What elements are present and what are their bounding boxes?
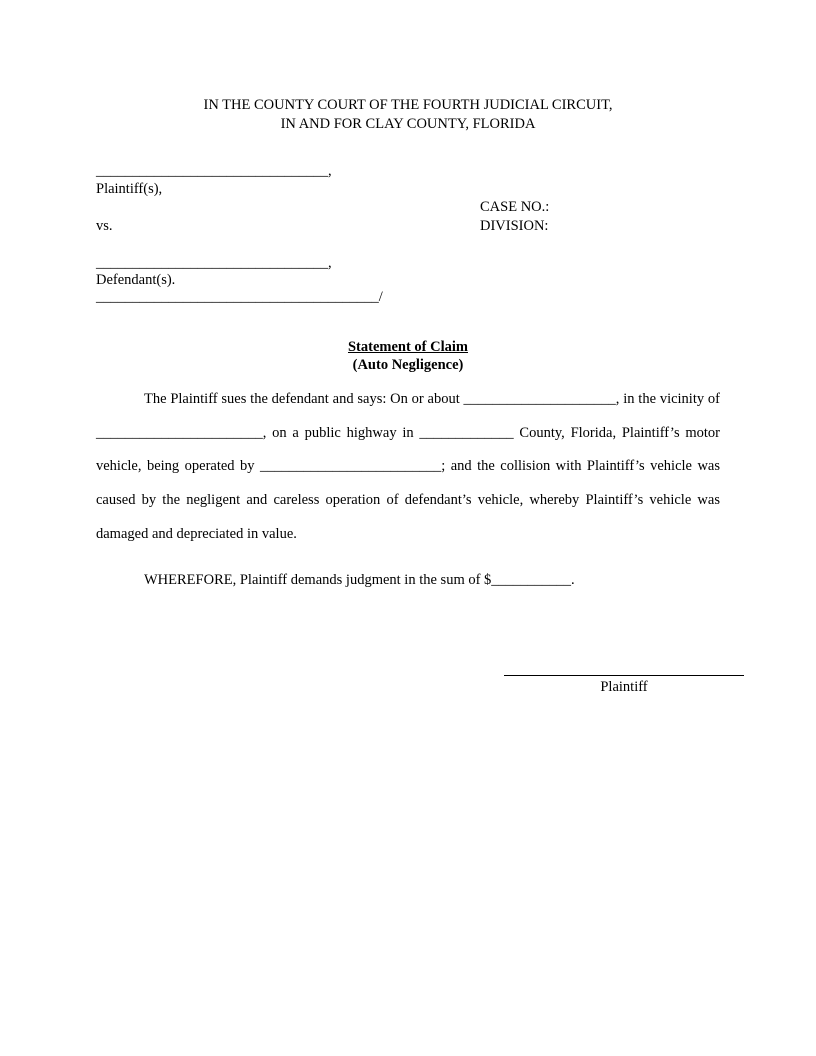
caption-closing-line: _______________________________________/ bbox=[96, 289, 383, 305]
claim-paragraph: The Plaintiff sues the defendant and says: On or about _____________________, in the vicinity of _______________________, on a public highway in _____________ County, Florida, Plaintiff’s motor vehicle, being operated by _________________________; and the collision with Plaintiff’s vehicle was caused by the negligent and careless operation of defendant’s vehicle, whereby Plaintiff’s vehicle was damaged and depreciated in value. bbox=[96, 391, 720, 542]
case-number-label: CASE NO.: bbox=[480, 199, 550, 215]
division-label: DIVISION: bbox=[480, 218, 549, 234]
signature-label: Plaintiff bbox=[600, 679, 648, 695]
defendant-name-blank: ________________________________, bbox=[96, 255, 332, 271]
vs-label: vs. bbox=[96, 218, 113, 234]
court-header-line-1: IN THE COUNTY COURT OF THE FOURTH JUDICIAL CIRCUIT, bbox=[203, 97, 613, 113]
defendant-label: Defendant(s). bbox=[96, 272, 176, 288]
document-subtitle: (Auto Negligence) bbox=[352, 357, 464, 373]
court-header-line-2: IN AND FOR CLAY COUNTY, FLORIDA bbox=[280, 116, 536, 132]
signature-line bbox=[504, 675, 744, 676]
document-title: Statement of Claim bbox=[347, 339, 468, 355]
plaintiff-label: Plaintiff(s), bbox=[96, 181, 163, 197]
wherefore-paragraph: WHEREFORE, Plaintiff demands judgment in the sum of $___________. bbox=[144, 572, 575, 588]
plaintiff-name-blank: ________________________________, bbox=[96, 163, 332, 179]
